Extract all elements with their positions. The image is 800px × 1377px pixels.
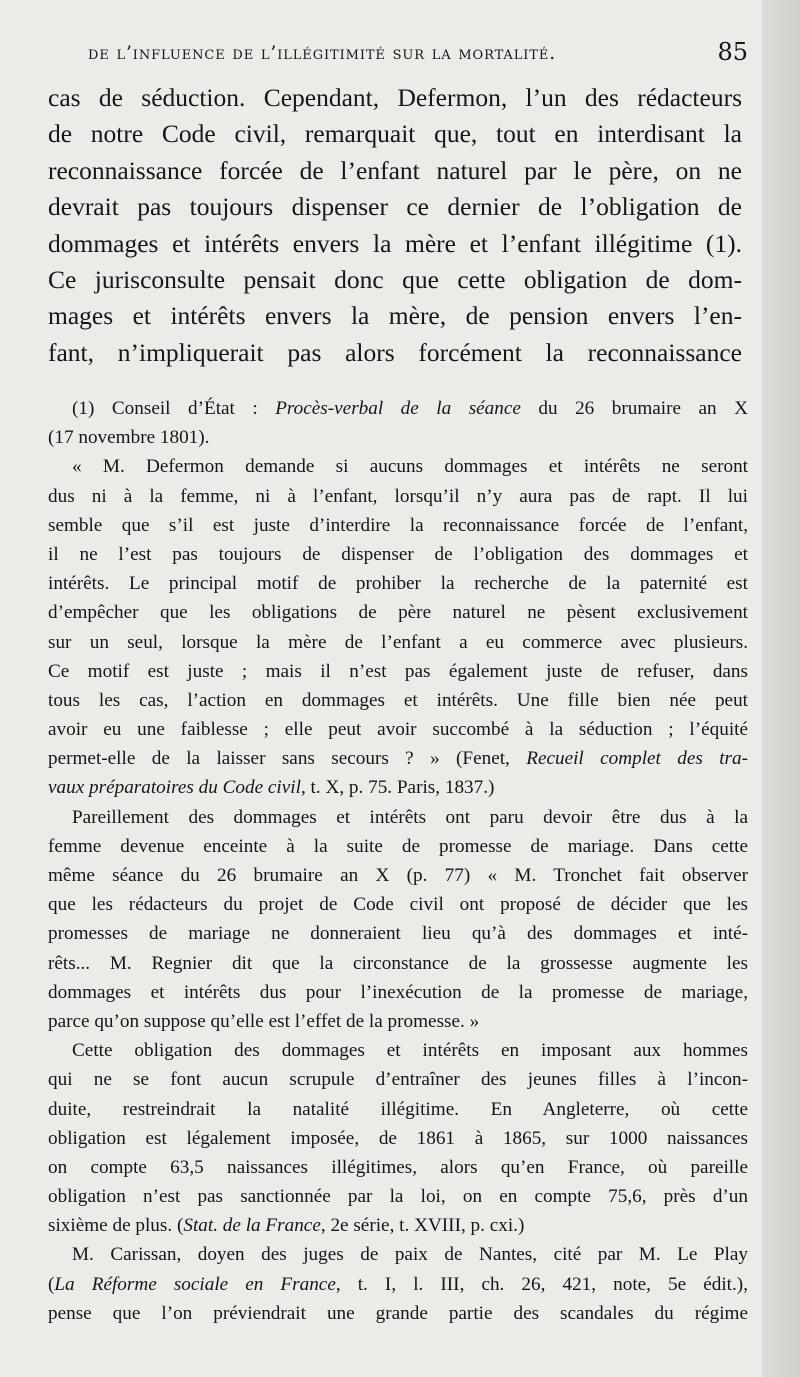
footnote-line: même séance du 26 brumaire an X (p. 77) « M. Tronchet fait observer: [48, 865, 748, 886]
body-line: cas de séduction. Cependant, Defermon, l’un des rédacteurs: [48, 83, 742, 112]
italic-title: Procès-verbal de la séance: [275, 398, 521, 419]
footnote-line: femme devenue enceinte à la suite de promesse de mariage. Dans cette: [48, 835, 748, 857]
footnote: [48, 394, 748, 1328]
footnote-line: Cette obligation des dommages et intérêts en imposant aux hommes: [72, 1040, 748, 1062]
footnote-line: duite, restreindrait la natalité illégitime. En Angleterre, où cette: [48, 1098, 748, 1120]
facing-page-edge: [762, 0, 800, 1377]
footnote-line: intérêts. Le principal motif de prohiber la recherche de la paternité est: [48, 573, 748, 595]
footnote-line: tous les cas, l’action en dommages et intérêts. Une fille bien née peut: [48, 689, 748, 711]
italic-title: Stat. de la France: [183, 1215, 321, 1237]
body-line: dommages et intérêts envers la mère et l’enfant illégitime (1).: [48, 228, 742, 258]
footnote-line: permet-elle de la laisser sans secours ? » (Fenet, Recueil complet des tra-: [48, 748, 748, 770]
footnote-line: parce qu’on suppose qu’elle est l’effet de la promesse. »: [48, 1010, 480, 1032]
running-head: de l’influence de l’illégitimité sur la mortalité.: [88, 43, 557, 64]
body-line: devrait pas toujours dispenser ce dernier de l’obligation de: [48, 192, 742, 222]
footnote-line: sixième de plus. (Stat. de la France, 2e série, t. XVIII, p. cxi.): [48, 1215, 525, 1237]
italic-title: vaux préparatoires du Code civil: [48, 777, 301, 799]
body-line: mages et intérêts envers la mère, de pension envers l’en-: [48, 301, 742, 331]
footnote-line: Ce motif est juste ; mais il n’est pas également juste de refuser, dans: [48, 660, 748, 682]
italic-title: La Réforme sociale en France: [54, 1273, 336, 1295]
italic-title: Recueil complet des tra-: [526, 748, 748, 770]
footnote-line: semble que s’il est juste d’interdire la reconnaissance forcée de l’enfant,: [48, 514, 748, 536]
footnote-line: pense que l’on préviendrait une grande partie des scandales du régime: [48, 1302, 748, 1324]
body-line: Ce jurisconsulte pensait donc que cette obligation de dom-: [48, 264, 742, 294]
main-text: [48, 80, 742, 372]
footnote-line: « M. Defermon demande si aucuns dommages et intérêts ne seront: [72, 456, 748, 478]
footnote-line: d’empêcher que les obligations de père naturel ne pèsent exclusivement: [48, 602, 748, 624]
footnote-line: dus ni à la femme, ni à l’enfant, lorsqu’il n’y aura pas de rapt. Il lui: [48, 485, 748, 507]
footnote-line: qui ne se font aucun scrupule d’entraîner des jeunes filles à l’incon-: [48, 1069, 748, 1091]
footnote-line: promesses de mariage ne donneraient lieu qu’à des dommages et inté-: [48, 923, 748, 945]
footnote-line: (La Réforme sociale en France, t. I, l. III, ch. 26, 421, note, 5e édit.),: [48, 1273, 748, 1295]
body-line: fant, n’impliquerait pas alors forcément la reconnaissance: [48, 337, 742, 367]
footnote-line: avoir eu une faiblesse ; elle peut avoir succombé à la séduction ; l’équité: [48, 719, 748, 741]
footnote-line: M. Carissan, doyen des juges de paix de Nantes, cité par M. Le Play: [72, 1244, 748, 1266]
footnote-line: obligation n’est pas sanctionnée par la loi, on en compte 75,6, près d’un: [48, 1186, 748, 1208]
body-line: reconnaissance forcée de l’enfant naturel par le père, on ne: [48, 155, 742, 185]
page-number: 85: [717, 38, 748, 66]
footnote-line: (17 novembre 1801).: [48, 427, 210, 449]
page-header: [88, 38, 748, 74]
footnote-line: (1) Conseil d’État : Procès-verbal de la séance du 26 brumaire an X: [72, 398, 748, 419]
footnote-line: rêts... M. Regnier dit que la circonstance de la grossesse augmente les: [48, 952, 748, 974]
footnote-line: sur un seul, lorsque la mère de l’enfant a eu commerce avec plusieurs.: [48, 631, 748, 653]
footnote-line: vaux préparatoires du Code civil, t. X, p. 75. Paris, 1837.): [48, 777, 495, 799]
footnote-line: obligation est légalement imposée, de 1861 à 1865, sur 1000 naissances: [48, 1127, 748, 1149]
footnote-line: Pareillement des dommages et intérêts ont paru devoir être dus à la: [72, 806, 748, 828]
body-line: de notre Code civil, remarquait que, tout en interdisant la: [48, 119, 742, 149]
footnote-line: que les rédacteurs du projet de Code civil ont proposé de décider que les: [48, 894, 748, 916]
footnote-line: il ne l’est pas toujours de dispenser de l’obligation des dommages et: [48, 543, 748, 565]
footnote-line: dommages et intérêts dus pour l’inexécution de la promesse de mariage,: [48, 981, 748, 1003]
footnote-line: on compte 63,5 naissances illégitimes, alors qu’en France, où pareille: [48, 1156, 748, 1178]
